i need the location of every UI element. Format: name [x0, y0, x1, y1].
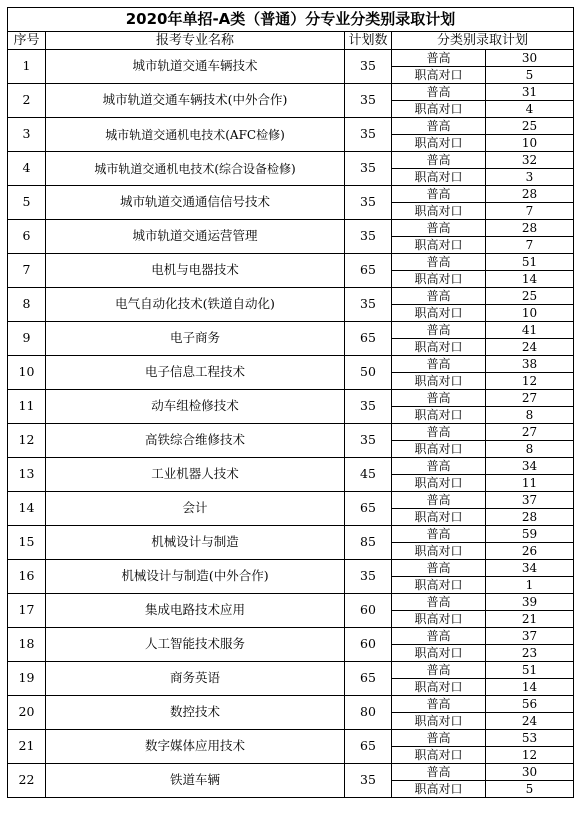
category-type-cell: 普高	[392, 526, 486, 543]
major-cell: 工业机器人技术	[46, 458, 345, 492]
seq-cell: 9	[8, 322, 46, 356]
seq-cell: 14	[8, 492, 46, 526]
major-cell: 城市轨道交通车辆技术(中外合作)	[46, 84, 345, 118]
category-type-cell: 普高	[392, 560, 486, 577]
header-plan: 计划数	[345, 32, 392, 50]
category-count-cell: 5	[486, 67, 574, 84]
category-count-cell: 51	[486, 254, 574, 271]
plan-cell: 85	[345, 526, 392, 560]
major-cell: 铁道车辆	[46, 764, 345, 798]
seq-cell: 16	[8, 560, 46, 594]
seq-cell: 5	[8, 186, 46, 220]
plan-cell: 65	[345, 492, 392, 526]
seq-cell: 10	[8, 356, 46, 390]
category-type-cell: 职高对口	[392, 169, 486, 186]
category-type-cell: 普高	[392, 764, 486, 781]
seq-cell: 4	[8, 152, 46, 186]
category-count-cell: 37	[486, 492, 574, 509]
seq-cell: 12	[8, 424, 46, 458]
category-count-cell: 24	[486, 339, 574, 356]
table-row	[8, 220, 574, 237]
category-type-cell: 职高对口	[392, 135, 486, 152]
major-cell: 城市轨道交通机电技术(综合设备检修)	[46, 152, 345, 186]
category-count-cell: 8	[486, 407, 574, 424]
plan-cell: 35	[345, 424, 392, 458]
category-type-cell: 职高对口	[392, 645, 486, 662]
category-type-cell: 普高	[392, 662, 486, 679]
plan-cell: 35	[345, 390, 392, 424]
category-type-cell: 普高	[392, 254, 486, 271]
category-count-cell: 28	[486, 186, 574, 203]
category-count-cell: 24	[486, 713, 574, 730]
category-type-cell: 职高对口	[392, 543, 486, 560]
plan-cell: 80	[345, 696, 392, 730]
plan-cell: 45	[345, 458, 392, 492]
category-count-cell: 28	[486, 509, 574, 526]
table-row	[8, 560, 574, 577]
category-count-cell: 32	[486, 152, 574, 169]
table-row	[8, 84, 574, 101]
major-cell: 机械设计与制造(中外合作)	[46, 560, 345, 594]
category-count-cell: 34	[486, 560, 574, 577]
plan-cell: 35	[345, 152, 392, 186]
major-cell: 电机与电器技术	[46, 254, 345, 288]
admission-plan-table	[7, 7, 574, 798]
seq-cell: 22	[8, 764, 46, 798]
plan-cell: 60	[345, 628, 392, 662]
category-type-cell: 职高对口	[392, 509, 486, 526]
category-count-cell: 10	[486, 305, 574, 322]
table-row	[8, 662, 574, 679]
category-type-cell: 职高对口	[392, 747, 486, 764]
plan-cell: 35	[345, 288, 392, 322]
major-cell: 商务英语	[46, 662, 345, 696]
major-cell: 数控技术	[46, 696, 345, 730]
plan-cell: 60	[345, 594, 392, 628]
major-cell: 数字媒体应用技术	[46, 730, 345, 764]
category-count-cell: 30	[486, 50, 574, 67]
category-count-cell: 59	[486, 526, 574, 543]
table-row	[8, 152, 574, 169]
category-type-cell: 职高对口	[392, 271, 486, 288]
major-cell: 高铁综合维修技术	[46, 424, 345, 458]
header-seq: 序号	[8, 32, 46, 50]
category-count-cell: 38	[486, 356, 574, 373]
seq-cell: 3	[8, 118, 46, 152]
table-row	[8, 594, 574, 611]
table-row	[8, 390, 574, 407]
category-type-cell: 职高对口	[392, 203, 486, 220]
category-count-cell: 25	[486, 288, 574, 305]
table-row	[8, 764, 574, 781]
table-row	[8, 696, 574, 713]
plan-cell: 35	[345, 560, 392, 594]
plan-cell: 35	[345, 84, 392, 118]
major-cell: 人工智能技术服务	[46, 628, 345, 662]
category-count-cell: 10	[486, 135, 574, 152]
category-type-cell: 职高对口	[392, 679, 486, 696]
major-cell: 电子信息工程技术	[46, 356, 345, 390]
major-cell: 城市轨道交通通信信号技术	[46, 186, 345, 220]
category-count-cell: 51	[486, 662, 574, 679]
major-cell: 电子商务	[46, 322, 345, 356]
table-row	[8, 254, 574, 271]
seq-cell: 13	[8, 458, 46, 492]
plan-cell: 65	[345, 662, 392, 696]
category-type-cell: 普高	[392, 492, 486, 509]
table-row	[8, 526, 574, 543]
table-title: 2020年单招-A类（普通）分专业分类别录取计划	[8, 8, 574, 32]
category-type-cell: 职高对口	[392, 781, 486, 798]
category-count-cell: 14	[486, 679, 574, 696]
category-type-cell: 职高对口	[392, 305, 486, 322]
plan-cell: 65	[345, 322, 392, 356]
category-count-cell: 31	[486, 84, 574, 101]
category-type-cell: 普高	[392, 730, 486, 747]
category-count-cell: 7	[486, 237, 574, 254]
category-count-cell: 41	[486, 322, 574, 339]
plan-cell: 35	[345, 186, 392, 220]
category-type-cell: 职高对口	[392, 475, 486, 492]
category-count-cell: 21	[486, 611, 574, 628]
plan-cell: 35	[345, 50, 392, 84]
table-row	[8, 492, 574, 509]
category-type-cell: 职高对口	[392, 577, 486, 594]
category-type-cell: 普高	[392, 220, 486, 237]
major-cell: 城市轨道交通车辆技术	[46, 50, 345, 84]
seq-cell: 17	[8, 594, 46, 628]
category-type-cell: 普高	[392, 628, 486, 645]
seq-cell: 1	[8, 50, 46, 84]
category-count-cell: 12	[486, 373, 574, 390]
category-count-cell: 28	[486, 220, 574, 237]
category-count-cell: 27	[486, 390, 574, 407]
category-count-cell: 27	[486, 424, 574, 441]
category-count-cell: 7	[486, 203, 574, 220]
category-type-cell: 普高	[392, 458, 486, 475]
category-type-cell: 普高	[392, 288, 486, 305]
category-count-cell: 12	[486, 747, 574, 764]
major-cell: 电气自动化技术(铁道自动化)	[46, 288, 345, 322]
table-row	[8, 458, 574, 475]
category-count-cell: 30	[486, 764, 574, 781]
seq-cell: 6	[8, 220, 46, 254]
seq-cell: 2	[8, 84, 46, 118]
seq-cell: 11	[8, 390, 46, 424]
category-type-cell: 职高对口	[392, 373, 486, 390]
category-type-cell: 职高对口	[392, 339, 486, 356]
category-count-cell: 23	[486, 645, 574, 662]
category-count-cell: 53	[486, 730, 574, 747]
category-count-cell: 4	[486, 101, 574, 118]
major-cell: 机械设计与制造	[46, 526, 345, 560]
category-count-cell: 14	[486, 271, 574, 288]
title-row	[8, 8, 574, 32]
seq-cell: 18	[8, 628, 46, 662]
table-row	[8, 50, 574, 67]
major-cell: 城市轨道交通机电技术(AFC检修)	[46, 118, 345, 152]
category-type-cell: 普高	[392, 186, 486, 203]
category-count-cell: 37	[486, 628, 574, 645]
category-type-cell: 职高对口	[392, 101, 486, 118]
seq-cell: 21	[8, 730, 46, 764]
table-row	[8, 118, 574, 135]
plan-cell: 50	[345, 356, 392, 390]
category-type-cell: 普高	[392, 594, 486, 611]
category-count-cell: 26	[486, 543, 574, 560]
seq-cell: 7	[8, 254, 46, 288]
category-type-cell: 普高	[392, 424, 486, 441]
category-type-cell: 普高	[392, 118, 486, 135]
category-type-cell: 普高	[392, 390, 486, 407]
table-row	[8, 424, 574, 441]
major-cell: 会计	[46, 492, 345, 526]
seq-cell: 15	[8, 526, 46, 560]
category-count-cell: 3	[486, 169, 574, 186]
category-count-cell: 5	[486, 781, 574, 798]
category-type-cell: 职高对口	[392, 713, 486, 730]
seq-cell: 19	[8, 662, 46, 696]
category-type-cell: 普高	[392, 696, 486, 713]
table-row	[8, 186, 574, 203]
major-cell: 集成电路技术应用	[46, 594, 345, 628]
major-cell: 城市轨道交通运营管理	[46, 220, 345, 254]
header-row	[8, 32, 574, 50]
plan-cell: 35	[345, 220, 392, 254]
category-count-cell: 11	[486, 475, 574, 492]
category-count-cell: 34	[486, 458, 574, 475]
table-row	[8, 356, 574, 373]
category-type-cell: 职高对口	[392, 407, 486, 424]
category-count-cell: 8	[486, 441, 574, 458]
category-type-cell: 职高对口	[392, 611, 486, 628]
category-count-cell: 56	[486, 696, 574, 713]
major-cell: 动车组检修技术	[46, 390, 345, 424]
plan-cell: 35	[345, 118, 392, 152]
plan-cell: 35	[345, 764, 392, 798]
category-type-cell: 职高对口	[392, 67, 486, 84]
category-type-cell: 职高对口	[392, 237, 486, 254]
category-type-cell: 普高	[392, 152, 486, 169]
table-row	[8, 322, 574, 339]
seq-cell: 8	[8, 288, 46, 322]
category-type-cell: 普高	[392, 50, 486, 67]
category-type-cell: 普高	[392, 84, 486, 101]
table-row	[8, 730, 574, 747]
header-category-plan: 分类别录取计划	[392, 32, 574, 50]
table-row	[8, 288, 574, 305]
category-count-cell: 25	[486, 118, 574, 135]
header-major: 报考专业名称	[46, 32, 345, 50]
category-type-cell: 职高对口	[392, 441, 486, 458]
category-type-cell: 普高	[392, 356, 486, 373]
category-type-cell: 普高	[392, 322, 486, 339]
category-count-cell: 39	[486, 594, 574, 611]
plan-cell: 65	[345, 730, 392, 764]
plan-cell: 65	[345, 254, 392, 288]
table-row	[8, 628, 574, 645]
category-count-cell: 1	[486, 577, 574, 594]
seq-cell: 20	[8, 696, 46, 730]
